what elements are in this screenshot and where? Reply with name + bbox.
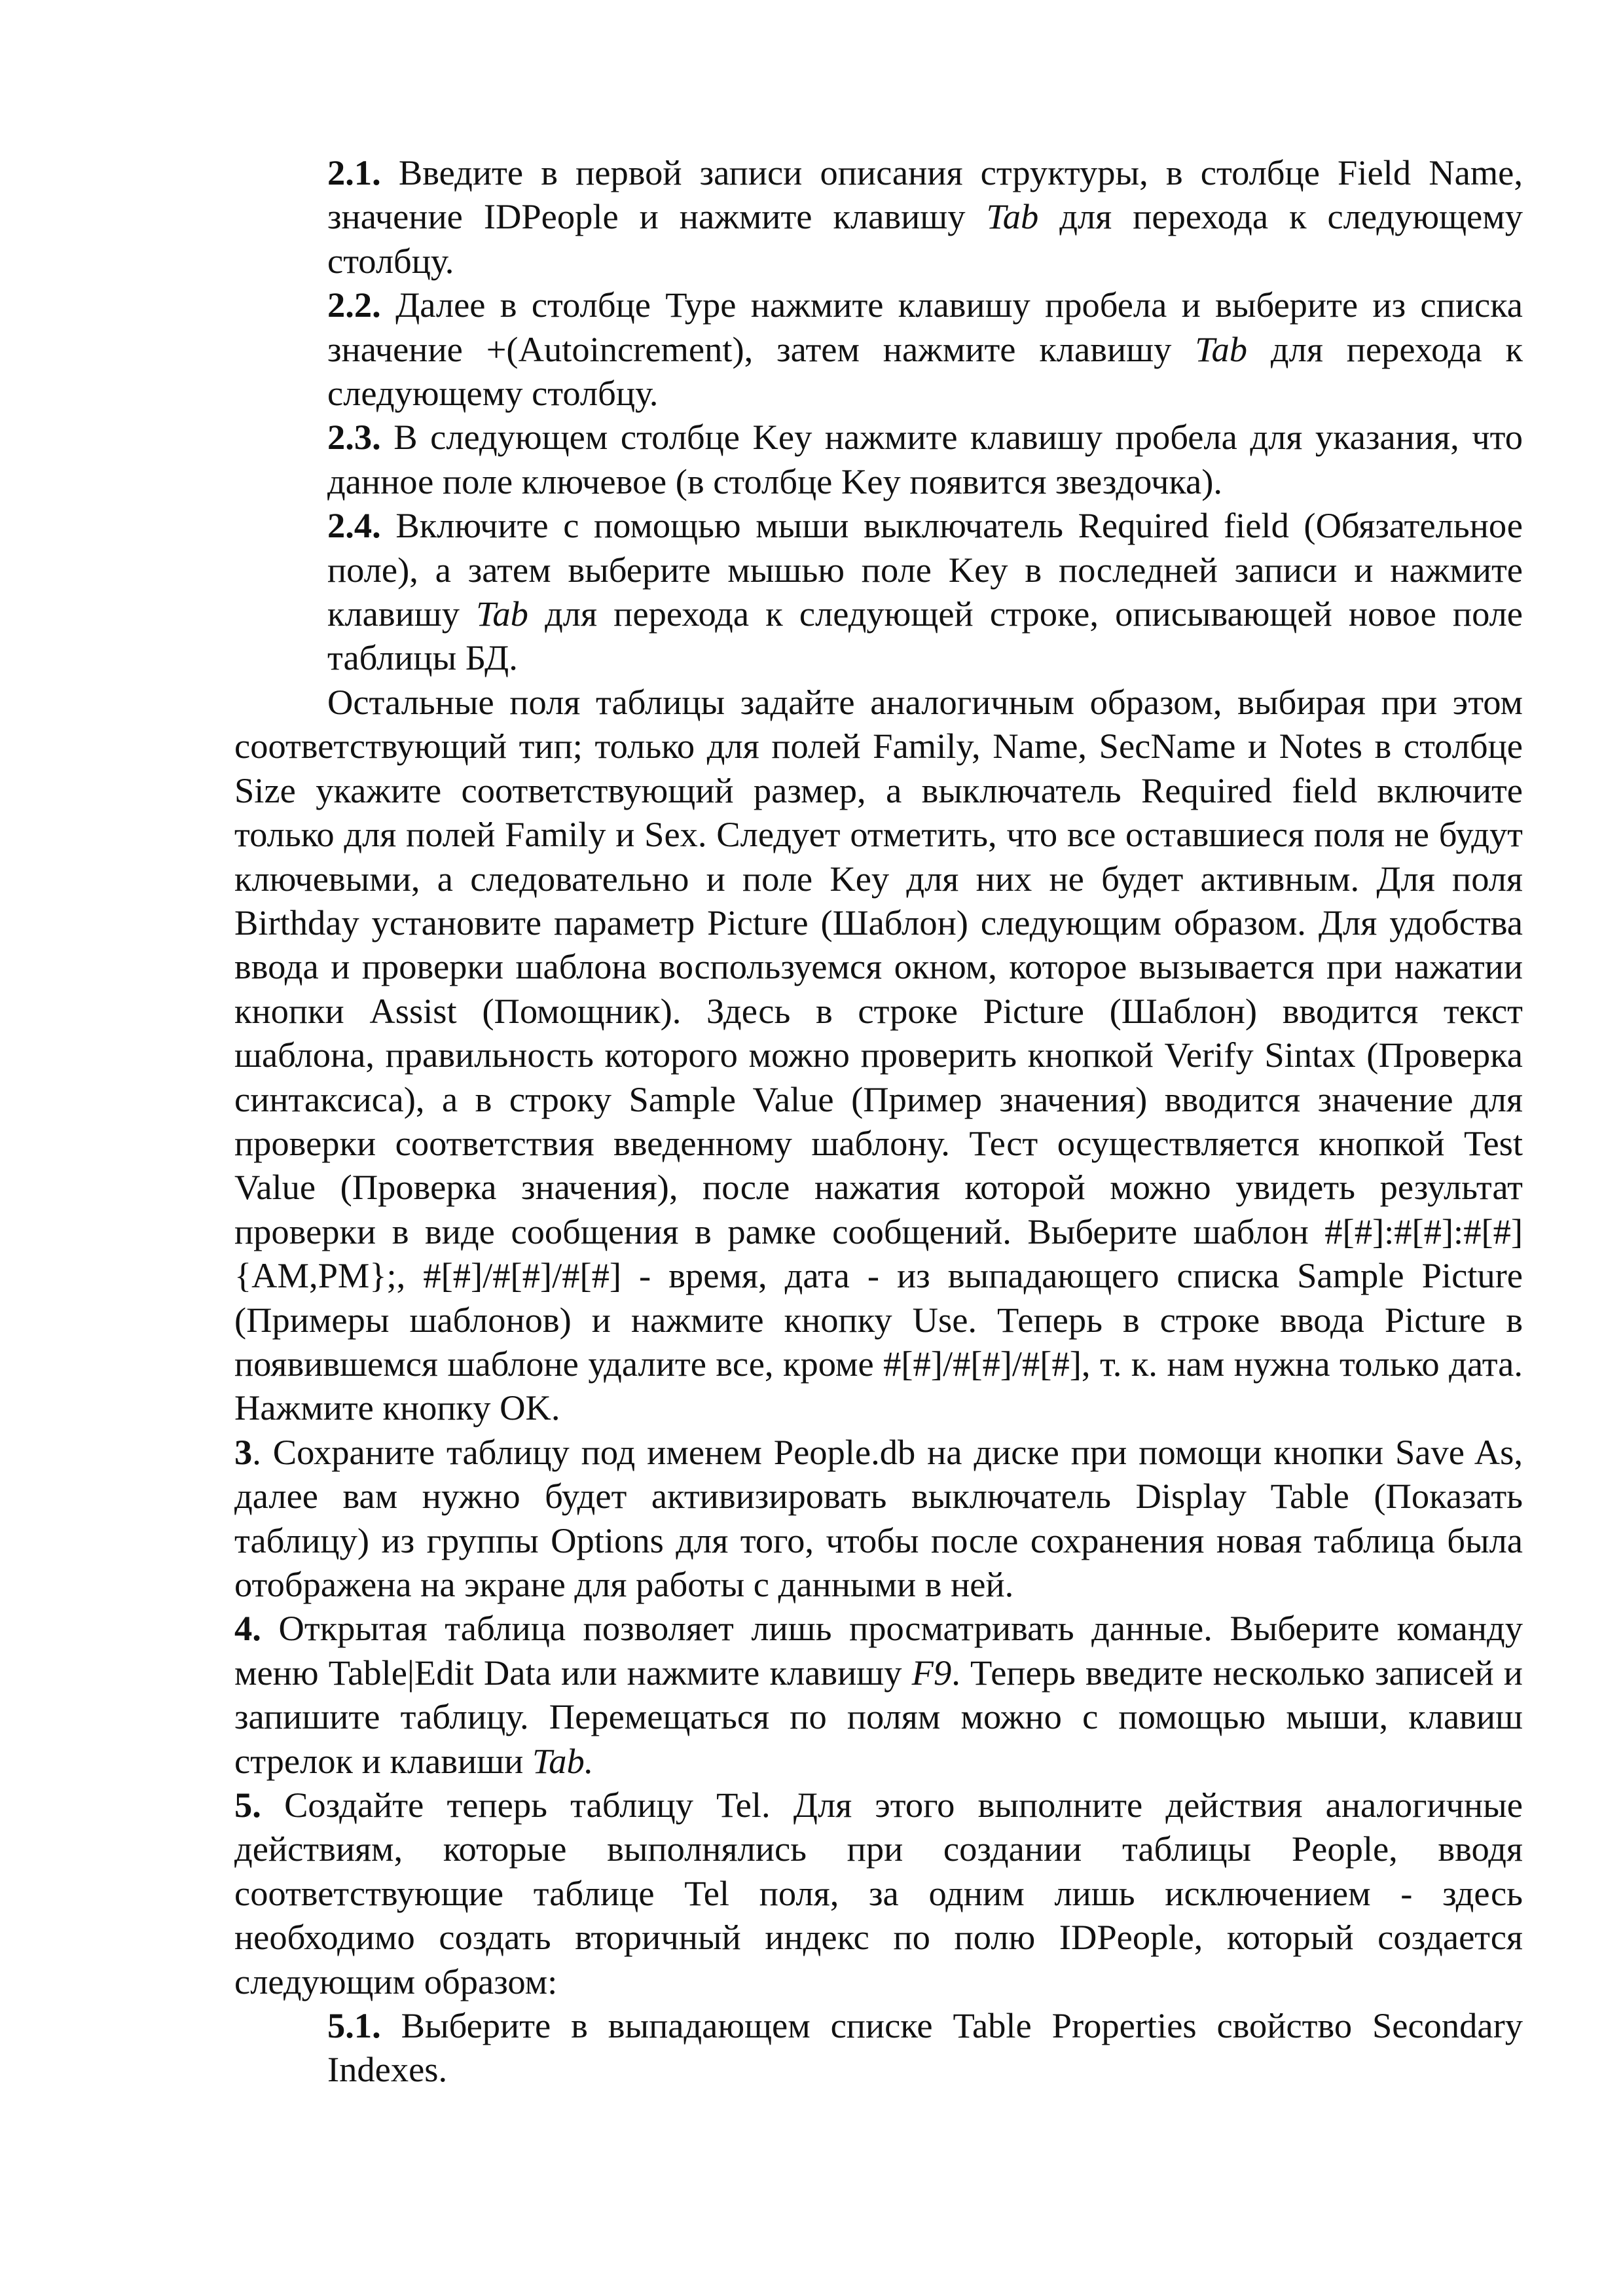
paragraph-4 xyxy=(234,1606,1523,1783)
paragraph-text: для перехода к следующему столбцу. xyxy=(327,196,1523,281)
paragraph-number: 3 xyxy=(234,1431,253,1472)
document-body xyxy=(234,151,1523,2092)
key-name: Tab xyxy=(1195,329,1248,369)
key-name: F9 xyxy=(911,1652,952,1693)
paragraph-text: Введите в первой записи описания структуры, в столбце Field Name, значение IDPeople и нажмите клавишу xyxy=(327,152,1523,237)
paragraph-number: 4. xyxy=(234,1608,261,1649)
paragraph-number: 2.3. xyxy=(327,417,381,457)
paragraph-2-4 xyxy=(327,503,1523,680)
paragraph-number: 2.2. xyxy=(327,285,381,325)
paragraph-2-1 xyxy=(327,151,1523,283)
paragraph-text: . Сохраните таблицу под именем People.db на диске при помощи кнопки Save As, далее вам нужно будет активизировать выключатель Display Table (Показать таблицу) из группы Options для того, чтобы после сохранения новая таблица была отображена на экране для работы с данными в ней. xyxy=(234,1431,1523,1604)
paragraph-text: В следующем столбце Key нажмите клавишу пробела для указания, что данное поле ключевое (в столбце Key появится звездочка). xyxy=(327,417,1523,501)
paragraph-text: . Теперь введите несколько записей и запишите таблицу. Перемещаться по полям можно с помощью мыши, клавиш стрелок и клавиши xyxy=(234,1652,1523,1781)
paragraph-text: Выберите в выпадающем списке Table Properties свойство Secondary Indexes. xyxy=(327,2005,1523,2090)
paragraph-text: Открытая таблица позволяет лишь просматривать данные. Выберите команду меню Table|Edit Data или нажмите клавишу xyxy=(234,1608,1523,1693)
paragraph-text: Далее в столбце Type нажмите клавишу пробела и выберите из списка значение +(Autoincrement), затем нажмите клавишу xyxy=(327,285,1523,369)
paragraph-text: Создайте теперь таблицу Tel. Для этого выполните действия аналогичные действиям, которые выполнялись при создании таблицы People, вводя соответствующие таблице Tel поля, за одним лишь исключением - здесь необходимо создать вторичный индекс по полю IDPeople, который создается следующим образом: xyxy=(234,1785,1523,2001)
paragraph-text: для перехода к следующей строке, описывающей новое поле таблицы БД. xyxy=(327,594,1523,678)
paragraph-text: для перехода к следующему столбцу. xyxy=(327,329,1523,414)
paragraph-text: Остальные поля таблицы задайте аналогичным образом, выбирая при этом соответствующий тип; только для полей Family, Name, SecName и Notes в столбце Size укажите соответствующий размер, а выключатель Required field включите только для полей Family и Sex. Следует отметить, что все оставшиеся поля не будут ключевыми, а следовательно и поле Key для них не будет активным. Для поля Birthday установите параметр Picture (Шаблон) следующим образом. Для удобства ввода и проверки шаблона воспользуемся окном, которое вызывается при нажатии кнопки Assist (Помощник). Здесь в строке Picture (Шаблон) вводится текст шаблона, правильность которого можно проверить кнопкой Verify Sintax (Проверка синтаксиса), а в строку Sample Value (Пример значения) вводится значение для проверки соответствия введенному шаблону. Тест осуществляется кнопкой Test Value (Проверка значения), после нажатия которой можно увидеть результат проверки в виде сообщения в рамке сообщений. Выберите шаблон #[#]:#[#]:#[#] {AM,PM};, #[#]/#[#]/#[#] - время, дата - из выпадающего списка Sample Picture (Примеры шаблонов) и нажмите кнопку Use. Теперь в строке ввода Picture в появившемся шаблоне удалите все, кроме #[#]/#[#]/#[#], т. к. нам нужна только дата. Нажмите кнопку OK. xyxy=(234,681,1523,1428)
paragraph-number: 5. xyxy=(234,1785,261,1825)
paragraph-5 xyxy=(234,1783,1523,2003)
paragraph-number: 2.4. xyxy=(327,505,381,546)
paragraph-remaining-fields xyxy=(234,680,1523,1430)
paragraph-2-2 xyxy=(327,283,1523,415)
key-name: Tab xyxy=(986,196,1039,237)
paragraph-number: 5.1. xyxy=(327,2005,381,2046)
key-name: Tab xyxy=(476,594,528,634)
paragraph-2-3 xyxy=(327,415,1523,503)
paragraph-number: 2.1. xyxy=(327,152,381,192)
paragraph-5-1 xyxy=(327,2003,1523,2092)
key-name: Tab. xyxy=(532,1740,594,1781)
paragraph-text: Включите с помощью мыши выключатель Required field (Обязательное поле), а затем выберите мышью поле Key в последней записи и нажмите клавишу xyxy=(327,505,1523,634)
paragraph-3 xyxy=(234,1430,1523,1607)
